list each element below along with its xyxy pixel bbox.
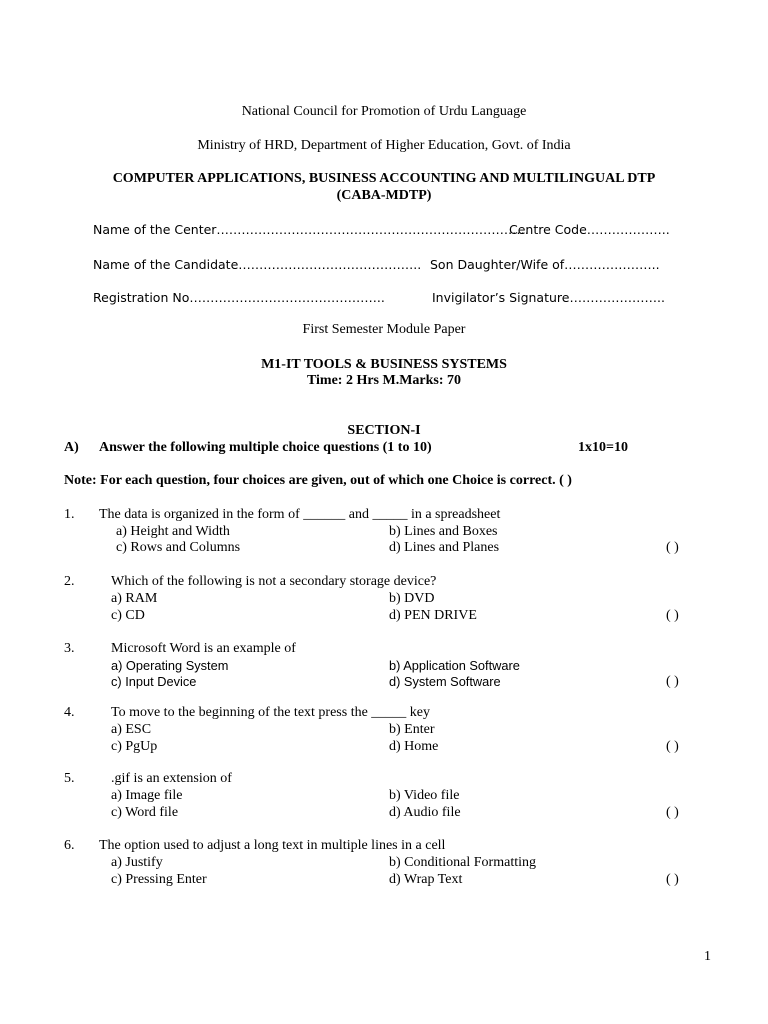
center-name-field: Name of the Center………………………………………………………………… <box>93 222 529 237</box>
question-text: Which of the following is not a secondary storage device? <box>111 574 437 589</box>
option-b: b) DVD <box>389 591 435 606</box>
ministry-name: Ministry of HRD, Department of Higher Education, Govt. of India <box>197 138 571 153</box>
option-b: b) Application Software <box>389 658 520 673</box>
option-c: c) Input Device <box>111 674 197 689</box>
question-text: The data is organized in the form of ______ and _____ in a spreadsheet <box>99 507 501 522</box>
option-b: b) Conditional Formatting <box>389 855 536 870</box>
invigilator-signature-field: Invigilator’s Signature………………….. <box>432 290 665 305</box>
centre-code-field: Centre Code……………….. <box>509 222 670 237</box>
answer-blank: ( ) <box>666 608 679 623</box>
module-title: M1-IT TOOLS & BUSINESS SYSTEMS <box>261 357 507 372</box>
part-a-label: A) <box>64 440 79 455</box>
relation-field: Son Daughter/Wife of………………….. <box>430 257 660 272</box>
option-a: a) Height and Width <box>116 524 230 539</box>
section-heading: SECTION-I <box>347 423 421 438</box>
answer-blank: ( ) <box>666 872 679 887</box>
option-c: c) Rows and Columns <box>116 540 241 555</box>
option-b: b) Enter <box>389 722 435 737</box>
question-number: 3. <box>64 641 75 656</box>
option-d: d) Home <box>389 739 439 754</box>
time-marks: Time: 2 Hrs M.Marks: 70 <box>306 373 462 388</box>
option-d: d) Lines and Planes <box>389 540 500 555</box>
option-d: d) PEN DRIVE <box>389 608 477 623</box>
option-c: c) PgUp <box>111 739 158 754</box>
answer-blank: ( ) <box>666 739 679 754</box>
question-number: 4. <box>64 705 75 720</box>
option-a: a) RAM <box>111 591 158 606</box>
option-a: a) Operating System <box>111 658 229 673</box>
registration-field: Registration No……………………………………….. <box>93 290 385 305</box>
option-d: d) System Software <box>389 674 501 689</box>
course-code: (CABA-MDTP) <box>336 188 432 203</box>
semester-label: First Semester Module Paper <box>302 322 466 337</box>
course-title: COMPUTER APPLICATIONS, BUSINESS ACCOUNTING AND MULTILINGUAL DTP <box>112 171 656 186</box>
part-a-instruction: Answer the following multiple choice questions (1 to 10) <box>99 440 432 455</box>
option-a: a) Image file <box>111 788 183 803</box>
question-number: 6. <box>64 838 75 853</box>
org-name: National Council for Promotion of Urdu Language <box>241 104 527 119</box>
question-number: 2. <box>64 574 75 589</box>
option-c: c) Word file <box>111 805 179 820</box>
question-text: .gif is an extension of <box>111 771 232 786</box>
option-b: b) Lines and Boxes <box>389 524 498 539</box>
answer-blank: ( ) <box>666 540 679 555</box>
option-d: d) Audio file <box>389 805 461 820</box>
page-number: 1 <box>704 949 711 964</box>
answer-blank: ( ) <box>666 805 679 820</box>
question-number: 1. <box>64 507 75 522</box>
option-b: b) Video file <box>389 788 460 803</box>
question-text: The option used to adjust a long text in multiple lines in a cell <box>99 838 446 853</box>
option-a: a) ESC <box>111 722 152 737</box>
option-c: c) Pressing Enter <box>111 872 207 887</box>
option-a: a) Justify <box>111 855 163 870</box>
answer-blank: ( ) <box>666 674 679 689</box>
question-number: 5. <box>64 771 75 786</box>
option-d: d) Wrap Text <box>389 872 463 887</box>
note-text: Note: For each question, four choices are given, out of which one Choice is correct. ( ) <box>64 473 572 488</box>
part-a-marks: 1x10=10 <box>578 440 628 455</box>
question-text: To move to the beginning of the text press the _____ key <box>111 705 431 720</box>
candidate-name-field: Name of the Candidate…………………………………….. <box>93 257 422 272</box>
question-text: Microsoft Word is an example of <box>111 641 296 656</box>
option-c: c) CD <box>111 608 145 623</box>
